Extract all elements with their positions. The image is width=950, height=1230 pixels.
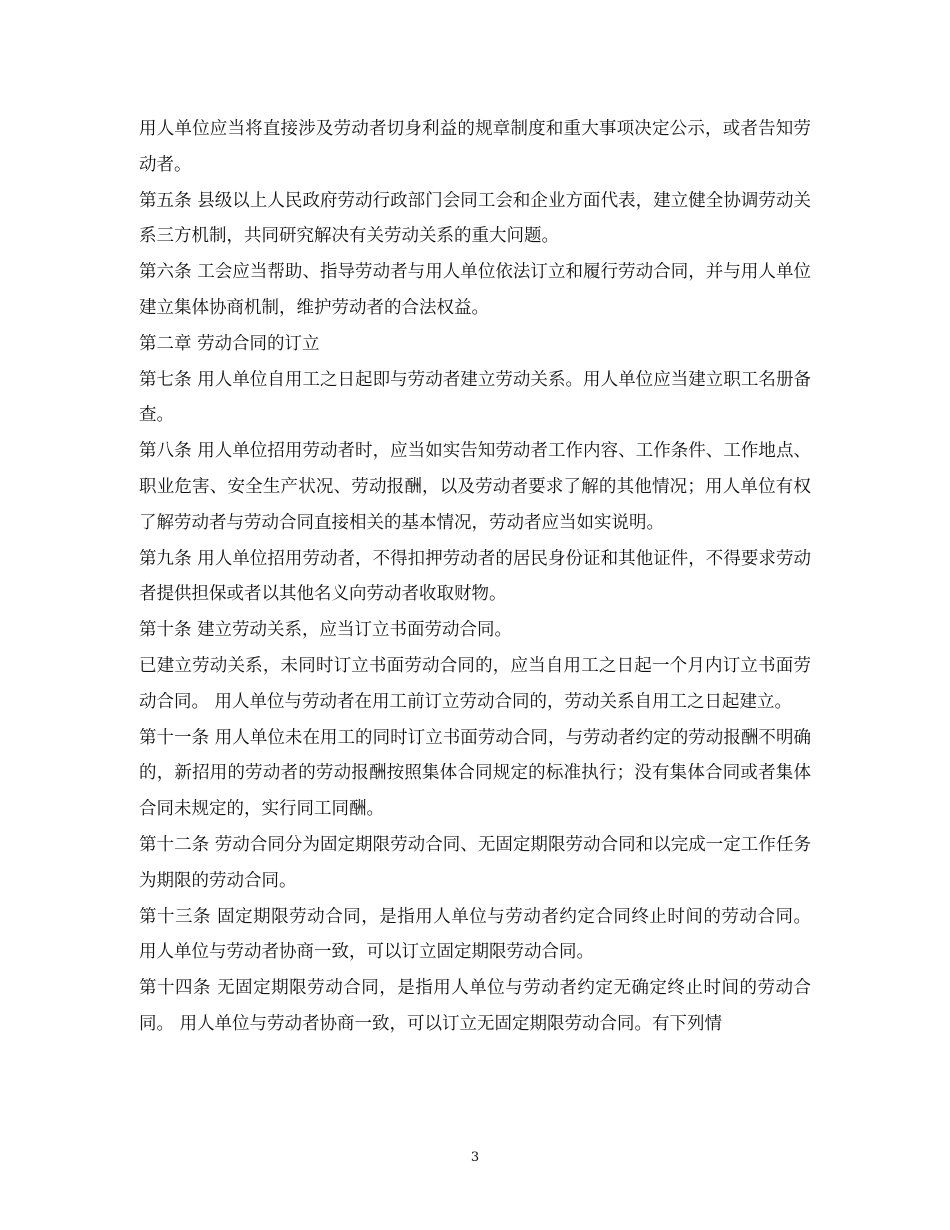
article-11: 第十一条 用人单位未在用工的同时订立书面劳动合同，与劳动者约定的劳动报酬不明确的，新招用的劳动者的劳动报酬按照集体合同规定的标准执行；没有集体合同或者集体合同未规定的，实行同工同酬。 xyxy=(139,727,811,820)
page-number: 3 xyxy=(470,1150,480,1165)
article-7: 第七条 用人单位自用工之日起即与劳动者建立劳动关系。用人单位应当建立职工名册备查。 xyxy=(139,369,811,426)
article-12: 第十二条 劳动合同分为固定期限劳动合同、无固定期限劳动合同和以完成一定工作任务为期限的劳动合同。 xyxy=(139,834,811,891)
chapter-2-heading: 第二章 劳动合同的订立 xyxy=(139,333,320,354)
article-14: 第十四条 无固定期限劳动合同，是指用人单位与劳动者约定无确定终止时间的劳动合同。 用人单位与劳动者协商一致，可以订立无固定期限劳动合同。有下列情 xyxy=(139,978,811,1034)
article-10: 第十条 建立劳动关系，应当订立书面劳动合同。 xyxy=(139,620,513,641)
document-body xyxy=(139,112,811,1043)
article-5: 第五条 县级以上人民政府劳动行政部门会同工会和企业方面代表，建立健全协调劳动关系三方机制，共同研究解决有关劳动关系的重大问题。 xyxy=(139,190,811,247)
article-6: 第六条 工会应当帮助、指导劳动者与用人单位依法订立和履行劳动合同，并与用人单位建立集体协商机制，维护劳动者的合法权益。 xyxy=(139,262,811,318)
article-13: 第十三条 固定期限劳动合同，是指用人单位与劳动者约定合同终止时间的劳动合同。 用人单位与劳动者协商一致，可以订立固定期限劳动合同。 xyxy=(139,906,811,963)
article-10-paragraph-2: 已建立劳动关系，未同时订立书面劳动合同的，应当自用工之日起一个月内订立书面劳动合同。 用人单位与劳动者在用工前订立劳动合同的，劳动关系自用工之日起建立。 xyxy=(139,655,811,712)
paragraph-1: 用人单位应当将直接涉及劳动者切身利益的规章制度和重大事项决定公示，或者告知劳动者。 xyxy=(139,119,811,175)
article-8: 第八条 用人单位招用劳动者时，应当如实告知劳动者工作内容、工作条件、工作地点、职业危害、安全生产状况、劳动报酬，以及劳动者要求了解的其他情况；用人单位有权了解劳动者与劳动合同直接相关的基本情况，劳动者应当如实说明。 xyxy=(139,441,811,533)
article-9: 第九条 用人单位招用劳动者，不得扣押劳动者的居民身份证和其他证件，不得要求劳动者提供担保或者以其他名义向劳动者收取财物。 xyxy=(139,548,811,605)
